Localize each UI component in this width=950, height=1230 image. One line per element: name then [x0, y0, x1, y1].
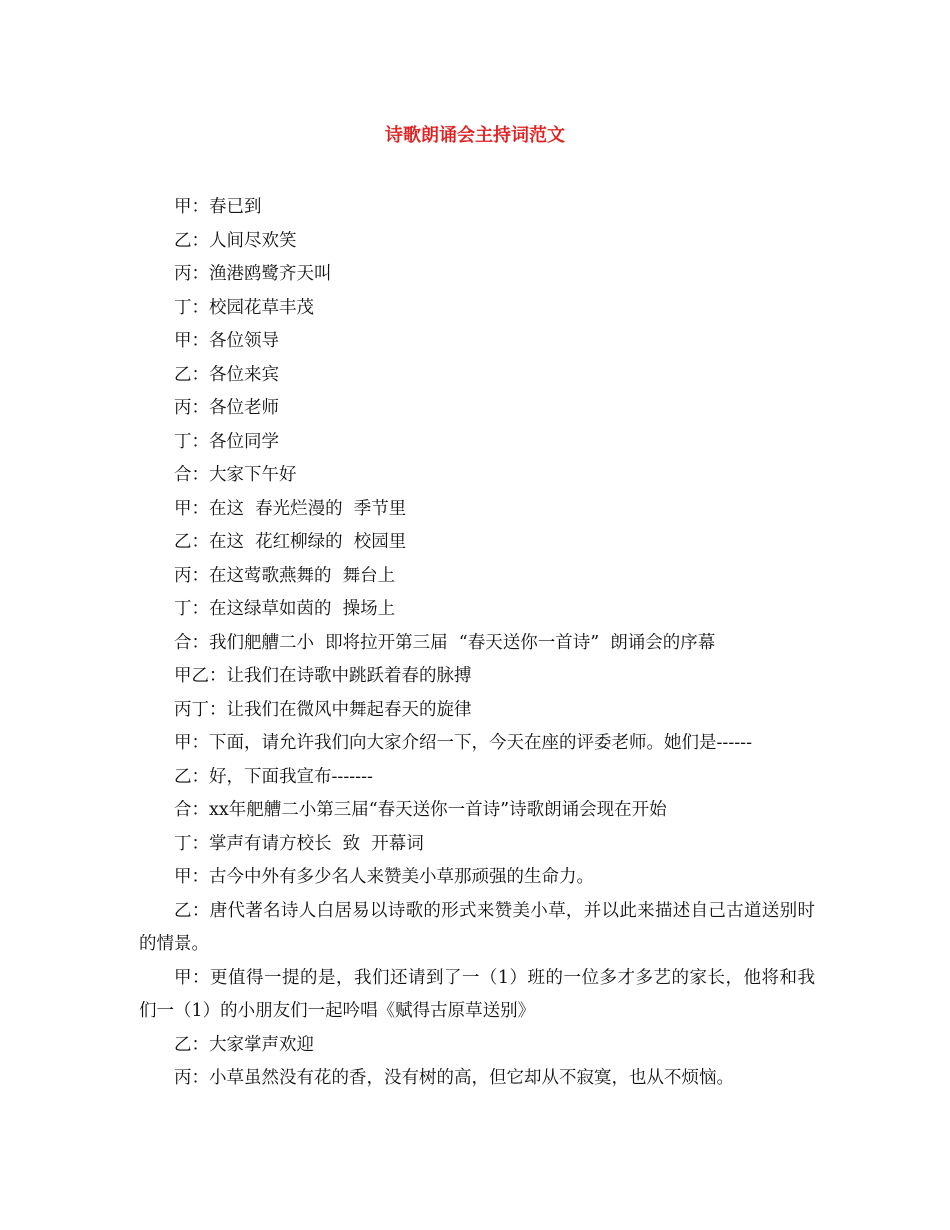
paragraph: 甲：下面，请允许我们向大家介绍一下，今天在座的评委老师。她们是------ [174, 733, 752, 753]
paragraph: 合：我们舥艚二小 即将拉开第三届 “春天送你一首诗” 朗诵会的序幕 [174, 632, 716, 653]
document-title: 诗歌朗诵会主持词范文 [385, 125, 565, 146]
paragraph: 乙：唐代著名诗人白居易以诗歌的形式来赞美小草，并以此来描述自己古道送别时的情景。 [139, 900, 815, 954]
paragraph: 丙：在这莺歌燕舞的 舞台上 [174, 565, 396, 586]
paragraph: 甲：古今中外有多少名人来赞美小草那顽强的生命力。 [174, 867, 594, 887]
paragraph: 丁：掌声有请方校长 致 开幕词 [174, 833, 424, 854]
paragraph: 乙：大家掌声欢迎 [174, 1034, 314, 1055]
paragraph: 甲乙：让我们在诗歌中跳跃着春的脉搏 [174, 666, 472, 686]
paragraph: 乙：人间尽欢笑 [174, 230, 297, 251]
paragraph: 乙：好，下面我宣布------- [174, 766, 373, 787]
paragraph: 甲：在这 春光烂漫的 季节里 [174, 498, 407, 519]
paragraph: 合：xx年舥艚二小第三届“春天送你一首诗”诗歌朗诵会现在开始 [174, 800, 667, 820]
paragraph: 丙：渔港鸥鹭齐天叫 [174, 264, 332, 284]
paragraph: 丙：各位老师 [174, 398, 279, 418]
paragraph: 乙：在这 花红柳绿的 校园里 [174, 532, 407, 552]
paragraph: 合：大家下午好 [174, 465, 297, 485]
paragraph: 丙丁：让我们在微风中舞起春天的旋律 [174, 699, 472, 720]
paragraph: 丁：校园花草丰茂 [174, 297, 314, 318]
paragraph: 丁：在这绿草如茵的 操场上 [174, 599, 396, 619]
paragraph: 乙：各位来宾 [174, 364, 279, 385]
paragraph: 丙：小草虽然没有花的香，没有树的高，但它却从不寂寞，也从不烦恼。 [174, 1068, 734, 1088]
paragraph: 丁：各位同学 [174, 431, 279, 452]
paragraph: 甲：春已到 [174, 197, 262, 217]
paragraph: 甲：更值得一提的是，我们还请到了一（1）班的一位多才多艺的家长，他将和我们一（1）的小朋友们一起吟唱《赋得古原草送别》 [139, 967, 815, 1021]
document-body [139, 191, 815, 1096]
paragraph: 甲：各位领导 [174, 331, 279, 351]
